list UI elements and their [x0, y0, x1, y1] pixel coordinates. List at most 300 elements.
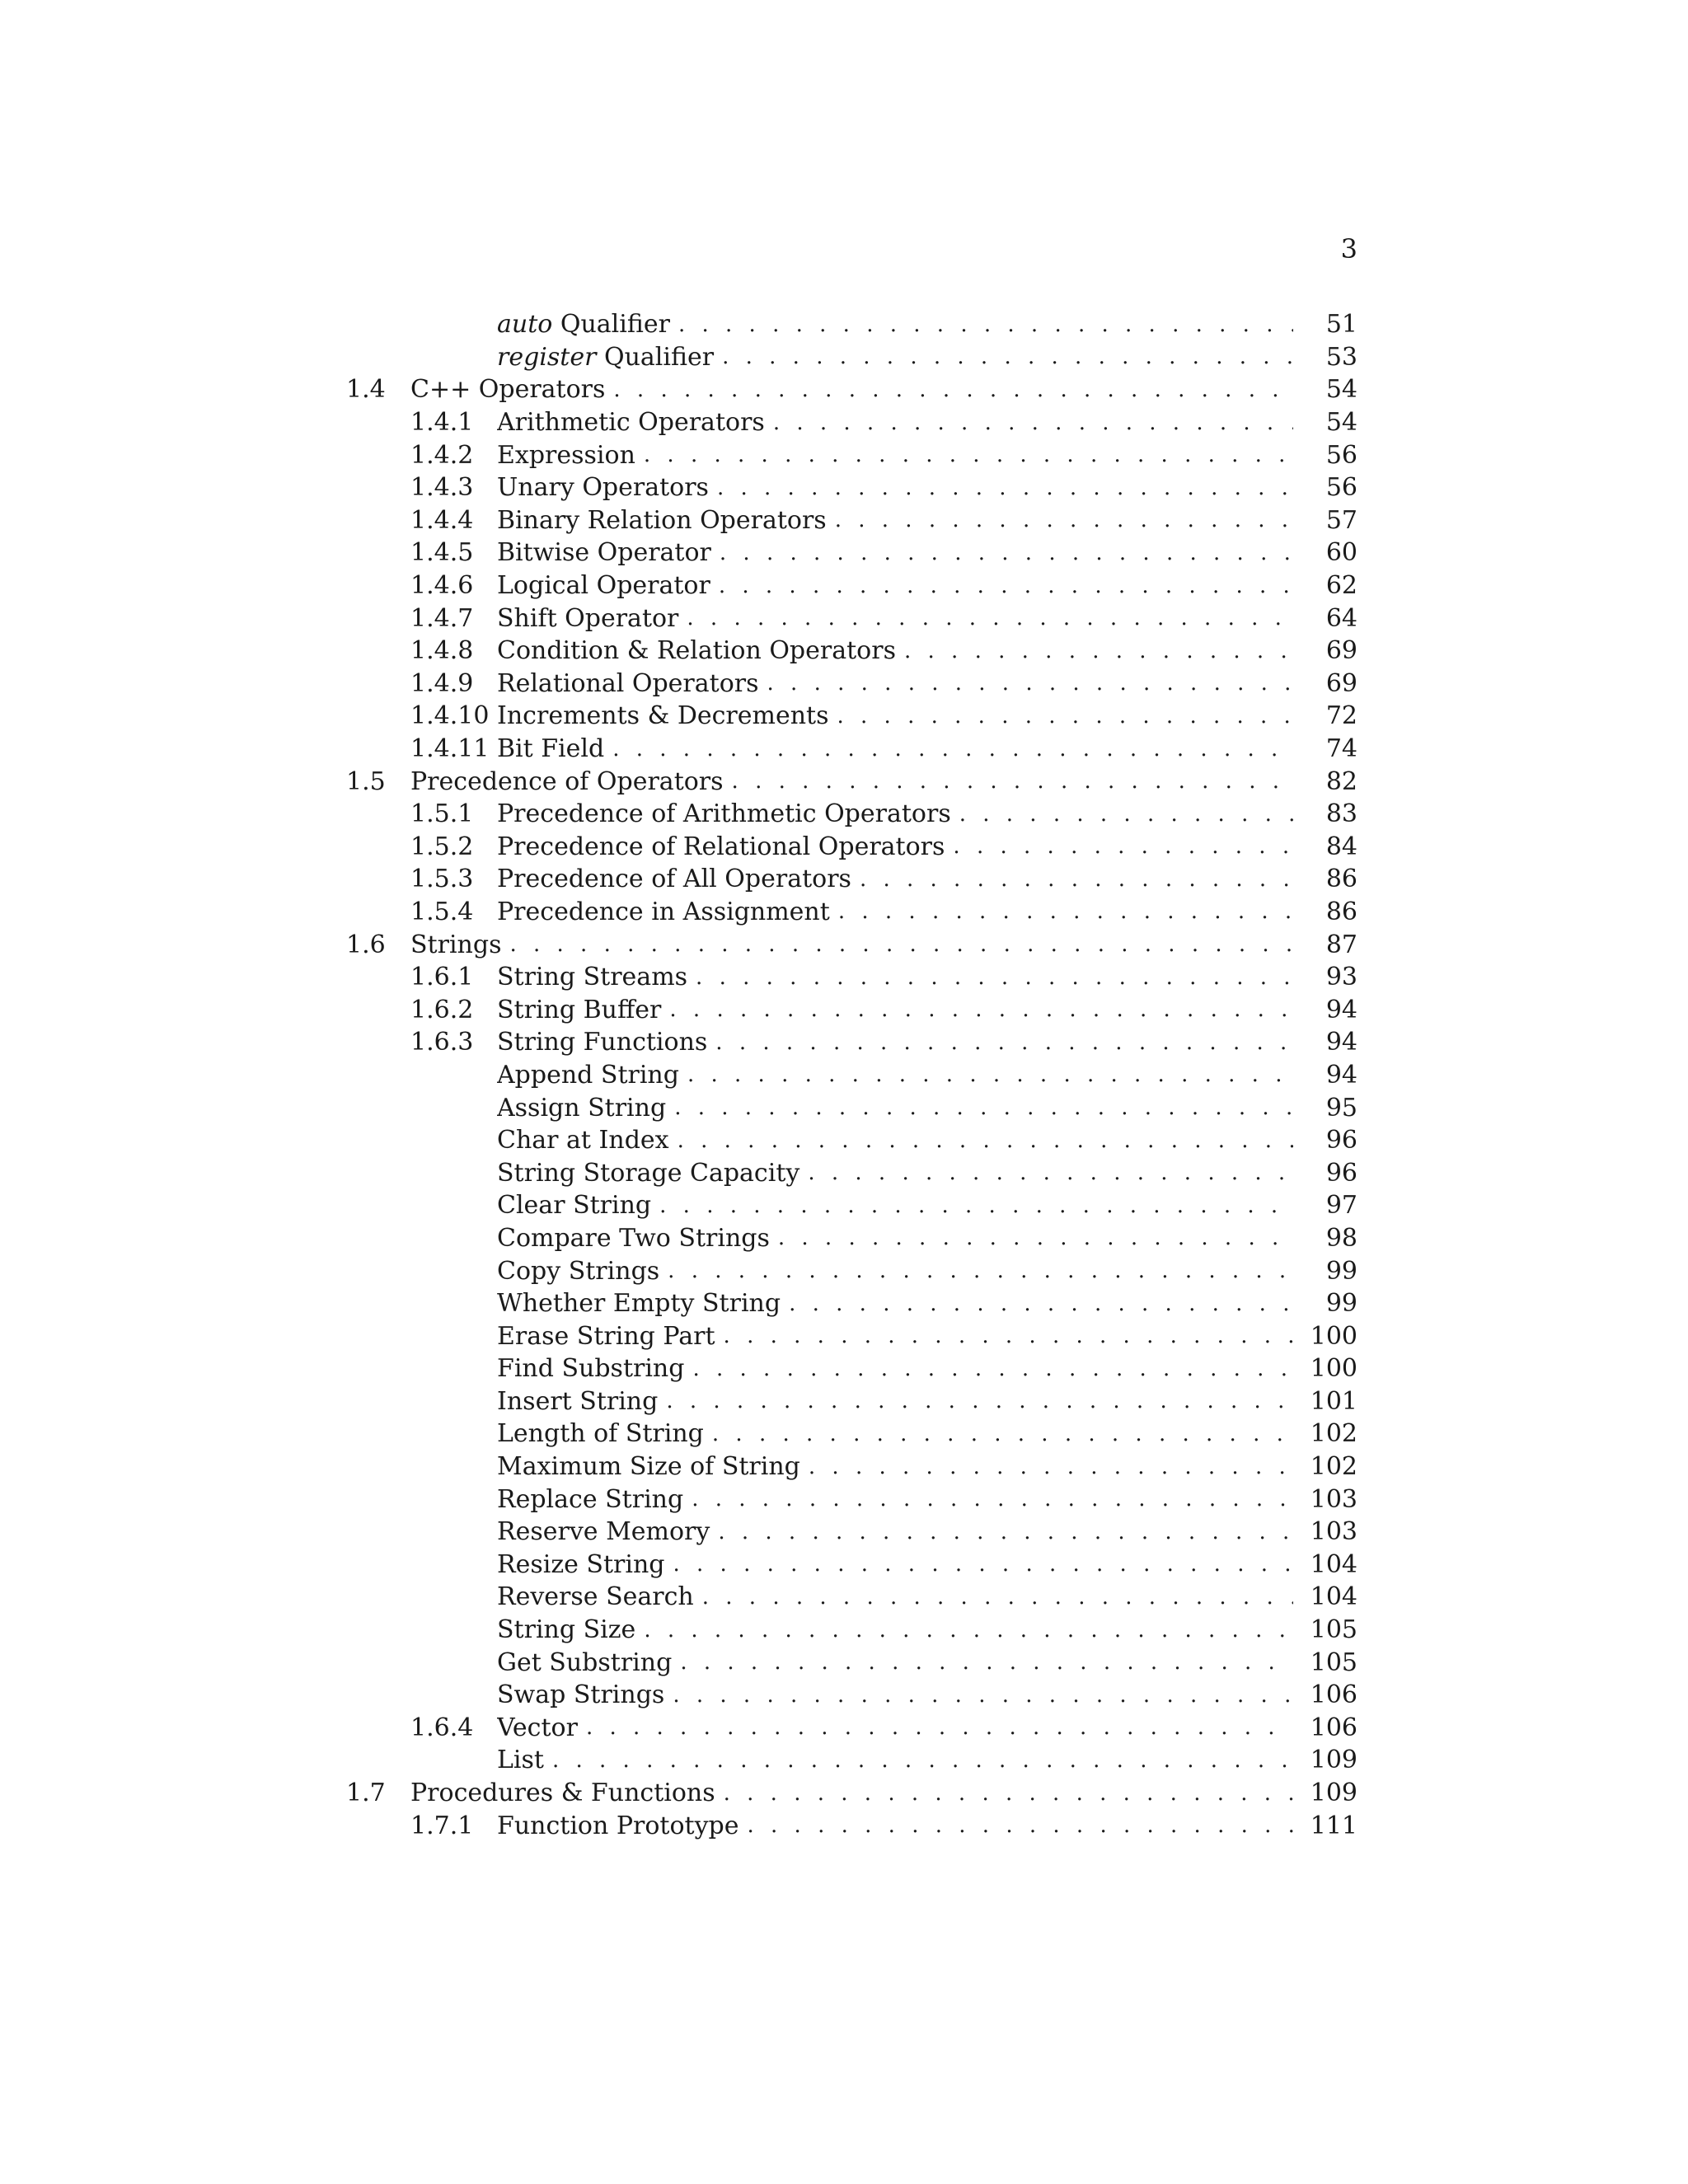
- toc-entry-title: [497, 571, 715, 600]
- dot-leader: [950, 834, 1293, 859]
- toc-entry-number: 1.4.5: [410, 538, 474, 568]
- dot-leader: [709, 1422, 1293, 1446]
- toc-entry-title: [497, 1191, 656, 1220]
- toc-entry-number: 1.5.3: [410, 865, 474, 894]
- dot-leader: [729, 769, 1293, 794]
- toc-entry-body: [497, 831, 1357, 864]
- toc-entry-title: [497, 1648, 677, 1677]
- toc-entry-title-text: Bitwise Operator: [497, 538, 711, 568]
- dot-leader: [764, 671, 1293, 696]
- toc-entry-title-text: Assign String: [497, 1093, 667, 1122]
- toc-entry-body: [497, 700, 1357, 733]
- toc-entry[interactable]: [346, 1319, 1357, 1352]
- toc-entry-body: [497, 504, 1357, 537]
- toc-entry[interactable]: [346, 1124, 1357, 1157]
- toc-entry-page: 97: [1293, 1191, 1357, 1220]
- toc-entry[interactable]: [346, 471, 1357, 504]
- toc-entry-body: [497, 438, 1357, 471]
- toc-entry-number: 1.6.2: [410, 995, 474, 1024]
- toc-entry-number: 1.4.1: [410, 408, 474, 438]
- toc-entry-title: [497, 310, 675, 339]
- toc-entry-page: 105: [1293, 1648, 1357, 1677]
- toc-entry-page: 100: [1293, 1322, 1357, 1351]
- toc-entry-number: 1.5.4: [410, 897, 474, 926]
- toc-entry-title: [497, 1159, 804, 1188]
- toc-entry-body: [497, 863, 1357, 896]
- toc-entry[interactable]: [346, 733, 1357, 766]
- toc-entry-title: [497, 604, 683, 633]
- dot-leader: [610, 377, 1293, 402]
- toc-entry-body: [497, 668, 1357, 701]
- dot-leader: [720, 1781, 1293, 1806]
- toc-entry-number: 1.6.3: [410, 1028, 474, 1057]
- toc-entry-title-text: String Size: [497, 1615, 636, 1645]
- toc-entry-title-text: Find Substring: [497, 1354, 685, 1384]
- toc-entry-page: 82: [1293, 767, 1357, 796]
- toc-entry[interactable]: [346, 1059, 1357, 1092]
- toc-entry-body: [410, 928, 1357, 961]
- dot-leader: [671, 1095, 1293, 1120]
- toc-entry-number: 1.4.9: [410, 668, 474, 698]
- dot-leader: [715, 574, 1293, 598]
- toc-entry-title-text: Reserve Memory: [497, 1517, 710, 1547]
- toc-entry-title-text: Erase String Part: [497, 1321, 715, 1351]
- toc-entry-page: 84: [1293, 832, 1357, 861]
- toc-entry-title: [497, 1028, 712, 1057]
- toc-entry-title: [497, 1061, 684, 1090]
- toc-entry-body: [497, 602, 1357, 635]
- toc-entry-page: 102: [1293, 1419, 1357, 1448]
- toc-entry-body: [497, 1352, 1357, 1385]
- dot-leader: [716, 541, 1293, 565]
- toc-entry-title: [497, 506, 832, 535]
- toc-entry[interactable]: [346, 1385, 1357, 1418]
- dot-leader: [715, 1520, 1293, 1544]
- dot-leader: [688, 1487, 1293, 1511]
- toc-entry-page: 111: [1293, 1811, 1357, 1840]
- toc-entry-body: [497, 1059, 1357, 1092]
- toc-entry-title: [497, 1387, 663, 1416]
- toc-entry-page: 106: [1293, 1680, 1357, 1709]
- toc-entry[interactable]: [346, 993, 1357, 1026]
- toc-entry-title-text: Condition & Relation Operators: [497, 636, 896, 666]
- toc-entry-body: [410, 373, 1357, 406]
- toc-entry[interactable]: [346, 668, 1357, 701]
- toc-entry-title: [497, 963, 692, 991]
- toc-entry-page: 100: [1293, 1354, 1357, 1383]
- toc-entry-title: [497, 1322, 720, 1351]
- toc-entry-title-text: String Storage Capacity: [497, 1158, 800, 1188]
- toc-entry[interactable]: [346, 1189, 1357, 1222]
- toc-entry[interactable]: [346, 537, 1357, 569]
- toc-entry-title: [497, 1257, 664, 1286]
- toc-entry[interactable]: [346, 1516, 1357, 1549]
- table-of-contents: [346, 308, 1357, 1842]
- dot-leader: [832, 508, 1293, 532]
- toc-entry-title-text: Maximum Size of String: [497, 1452, 800, 1482]
- toc-entry[interactable]: [346, 928, 1357, 961]
- toc-entry[interactable]: [346, 1418, 1357, 1451]
- toc-entry-title-text: Procedures & Functions: [410, 1779, 715, 1808]
- toc-entry-title: [497, 1680, 669, 1709]
- toc-entry-title: [497, 898, 835, 926]
- toc-entry[interactable]: [346, 1451, 1357, 1483]
- toc-entry-body: [497, 1091, 1357, 1124]
- toc-entry-title: [497, 473, 714, 502]
- toc-entry[interactable]: [346, 896, 1357, 929]
- toc-entry[interactable]: [346, 602, 1357, 635]
- dot-leader: [835, 899, 1293, 924]
- toc-entry-page: 96: [1293, 1126, 1357, 1155]
- toc-entry-title-text: Precedence of Relational Operators: [497, 832, 945, 861]
- toc-entry[interactable]: [346, 406, 1357, 439]
- toc-entry-title-text: Vector: [497, 1713, 578, 1742]
- toc-entry-title: [497, 441, 640, 470]
- toc-entry-title: [497, 1811, 744, 1840]
- toc-entry-title: [410, 1779, 720, 1807]
- toc-entry-page: 54: [1293, 375, 1357, 404]
- dot-leader: [683, 606, 1293, 630]
- toc-entry-page: 86: [1293, 898, 1357, 926]
- toc-entry-page: 103: [1293, 1485, 1357, 1514]
- toc-entry-body: [497, 406, 1357, 439]
- dot-leader: [677, 1650, 1293, 1675]
- toc-entry-title-text: C++ Operators: [410, 375, 606, 405]
- toc-entry[interactable]: [346, 798, 1357, 831]
- toc-entry[interactable]: [346, 863, 1357, 896]
- toc-entry-page: 109: [1293, 1746, 1357, 1774]
- toc-entry-title-text: Qualifier: [552, 310, 670, 340]
- toc-entry-title: [497, 538, 716, 567]
- dot-leader: [719, 344, 1293, 369]
- toc-entry[interactable]: [346, 1483, 1357, 1516]
- toc-entry[interactable]: [346, 700, 1357, 733]
- toc-entry-title: [497, 1354, 689, 1383]
- toc-entry-title: [497, 1582, 699, 1611]
- toc-entry[interactable]: [346, 1809, 1357, 1842]
- toc-entry-number: 1.5.1: [410, 799, 474, 829]
- toc-entry-title: [497, 799, 956, 828]
- toc-entry-number: 1.4.7: [410, 603, 474, 633]
- toc-entry-number: 1.6: [346, 930, 386, 959]
- toc-entry[interactable]: [346, 961, 1357, 994]
- toc-entry-title-text: Strings: [410, 930, 502, 959]
- dot-leader: [692, 965, 1293, 990]
- toc-entry[interactable]: [346, 373, 1357, 406]
- toc-entry-body: [497, 1614, 1357, 1647]
- toc-entry-title-text: Get Substring: [497, 1647, 673, 1677]
- dot-leader: [669, 1683, 1293, 1708]
- toc-entry-title: [497, 1094, 671, 1122]
- toc-entry[interactable]: [346, 1287, 1357, 1320]
- toc-entry-title: [497, 734, 609, 763]
- dot-leader: [714, 476, 1293, 500]
- toc-entry-body: [497, 1189, 1357, 1222]
- toc-entry-body: [497, 1026, 1357, 1059]
- dot-leader: [684, 1062, 1293, 1087]
- toc-entry[interactable]: [346, 1026, 1357, 1059]
- dot-leader: [640, 1618, 1293, 1643]
- dot-leader: [663, 1389, 1293, 1413]
- toc-entry-title-text: Function Prototype: [497, 1811, 739, 1840]
- toc-entry-title: [497, 1289, 785, 1318]
- toc-entry-title-text: Append String: [497, 1060, 679, 1090]
- toc-entry[interactable]: [346, 341, 1357, 374]
- toc-entry-body: [497, 569, 1357, 602]
- dot-leader: [834, 704, 1294, 729]
- dot-leader: [506, 932, 1293, 957]
- toc-entry-body: [497, 1712, 1357, 1745]
- toc-entry-body: [497, 1156, 1357, 1189]
- dot-leader: [674, 1128, 1293, 1153]
- toc-entry-title-text: Clear String: [497, 1191, 652, 1221]
- toc-entry-body: [497, 1222, 1357, 1255]
- toc-entry-body: [497, 1483, 1357, 1516]
- toc-entry[interactable]: [346, 635, 1357, 668]
- toc-entry[interactable]: [346, 1091, 1357, 1124]
- toc-entry-page: 98: [1293, 1224, 1357, 1253]
- toc-entry-title-text: Precedence of Operators: [410, 766, 724, 796]
- toc-entry-body: [497, 961, 1357, 994]
- toc-entry-title-emphasis: register: [497, 342, 597, 372]
- toc-entry-number: 1.7: [346, 1779, 386, 1808]
- toc-entry-body: [497, 1124, 1357, 1157]
- toc-entry-title: [497, 1550, 670, 1579]
- toc-entry-body: [497, 1418, 1357, 1451]
- toc-entry-title-text: Logical Operator: [497, 571, 710, 601]
- toc-entry-title-text: Increments & Decrements: [497, 701, 829, 731]
- dot-leader: [805, 1455, 1293, 1479]
- toc-entry[interactable]: [346, 1744, 1357, 1777]
- toc-entry[interactable]: [346, 1679, 1357, 1712]
- toc-entry-title-text: Arithmetic Operators: [497, 408, 765, 438]
- toc-entry[interactable]: [346, 1352, 1357, 1385]
- toc-entry-title-text: Precedence of Arithmetic Operators: [497, 799, 951, 829]
- toc-entry-page: 106: [1293, 1713, 1357, 1742]
- toc-entry-page: 94: [1293, 1028, 1357, 1057]
- toc-entry-page: 74: [1293, 734, 1357, 763]
- dot-leader: [675, 312, 1293, 337]
- toc-entry[interactable]: [346, 438, 1357, 471]
- toc-entry-title: [497, 865, 856, 893]
- toc-entry[interactable]: [346, 1646, 1357, 1679]
- toc-entry-number: 1.4.2: [410, 440, 474, 470]
- dot-leader: [689, 1357, 1293, 1381]
- toc-entry-title-text: Precedence of All Operators: [497, 865, 851, 894]
- toc-entry-body: [497, 635, 1357, 668]
- toc-entry-title: [497, 1419, 709, 1448]
- toc-entry-page: 94: [1293, 996, 1357, 1024]
- dot-leader: [666, 997, 1293, 1022]
- toc-entry-title: [497, 996, 666, 1024]
- toc-entry-title-text: String Functions: [497, 1028, 708, 1057]
- dot-leader: [656, 1193, 1293, 1218]
- toc-entry-page: 53: [1293, 343, 1357, 372]
- toc-entry-title-text: String Buffer: [497, 995, 662, 1024]
- dot-leader: [549, 1748, 1293, 1773]
- toc-entry-body: [497, 1646, 1357, 1679]
- toc-entry-number: 1.4: [346, 375, 386, 405]
- toc-entry-number: 1.4.6: [410, 571, 474, 601]
- toc-entry-page: 51: [1293, 310, 1357, 339]
- toc-entry-title: [497, 1485, 688, 1514]
- toc-entry-title: [410, 930, 506, 959]
- toc-entry-body: [497, 1385, 1357, 1418]
- toc-entry-number: 1.4.3: [410, 473, 474, 503]
- dot-leader: [583, 1715, 1293, 1740]
- toc-entry-page: 96: [1293, 1159, 1357, 1188]
- toc-entry[interactable]: [346, 1712, 1357, 1745]
- toc-entry[interactable]: [346, 308, 1357, 341]
- toc-entry-body: [497, 308, 1357, 341]
- toc-entry-body: [497, 1744, 1357, 1777]
- page-number: 3: [1340, 233, 1357, 265]
- dot-leader: [664, 1258, 1293, 1283]
- toc-entry-number: 1.6.4: [410, 1713, 474, 1742]
- dot-leader: [901, 639, 1293, 663]
- toc-entry-number: 1.6.1: [410, 963, 474, 992]
- toc-entry-page: 102: [1293, 1452, 1357, 1481]
- dot-leader: [744, 1813, 1294, 1838]
- toc-entry-number: 1.4.8: [410, 636, 474, 666]
- toc-entry-body: [497, 1287, 1357, 1320]
- toc-entry-page: 104: [1293, 1550, 1357, 1579]
- toc-entry-title: [497, 1224, 775, 1253]
- toc-entry-title: [497, 832, 950, 861]
- toc-entry[interactable]: [346, 1614, 1357, 1647]
- toc-entry[interactable]: [346, 569, 1357, 602]
- toc-entry-title-text: Copy Strings: [497, 1256, 660, 1286]
- toc-entry-title: [410, 767, 729, 796]
- toc-entry-body: [497, 993, 1357, 1026]
- toc-entry-body: [497, 537, 1357, 569]
- toc-entry[interactable]: [346, 1777, 1357, 1810]
- toc-entry-page: 56: [1293, 441, 1357, 470]
- dot-leader: [956, 802, 1293, 827]
- toc-entry-page: 87: [1293, 930, 1357, 959]
- toc-entry-page: 69: [1293, 669, 1357, 698]
- toc-entry-title-text: Binary Relation Operators: [497, 505, 827, 535]
- dot-leader: [775, 1226, 1293, 1250]
- toc-entry-title-text: Relational Operators: [497, 668, 759, 698]
- toc-entry-title: [497, 1452, 805, 1481]
- toc-entry-title-text: Qualifier: [596, 342, 715, 372]
- toc-entry-page: 95: [1293, 1094, 1357, 1122]
- toc-entry-number: 1.4.4: [410, 505, 474, 535]
- toc-entry-title-text: Compare Two Strings: [497, 1223, 770, 1253]
- toc-entry-title-text: Length of String: [497, 1419, 704, 1449]
- toc-entry-body: [497, 1254, 1357, 1287]
- toc-entry-title-text: Reverse Search: [497, 1582, 694, 1612]
- toc-entry-title: [497, 1713, 583, 1742]
- toc-entry-body: [497, 798, 1357, 831]
- dot-leader: [770, 410, 1293, 435]
- toc-entry-number: 1.4.10: [410, 701, 490, 731]
- dot-leader: [670, 1552, 1294, 1577]
- toc-entry-page: 99: [1293, 1257, 1357, 1286]
- toc-entry-page: 54: [1293, 408, 1357, 437]
- toc-entry-body: [497, 896, 1357, 929]
- toc-entry-body: [497, 1809, 1357, 1842]
- toc-entry[interactable]: [346, 1549, 1357, 1582]
- toc-entry-title: [497, 343, 719, 372]
- toc-entry-title: [497, 1746, 549, 1774]
- toc-entry-title-text: String Streams: [497, 963, 688, 992]
- toc-entry-page: 86: [1293, 865, 1357, 893]
- toc-entry[interactable]: [346, 504, 1357, 537]
- toc-entry-title: [410, 375, 610, 404]
- toc-entry-page: 72: [1293, 701, 1357, 730]
- toc-entry-title-emphasis: auto: [497, 310, 553, 340]
- toc-entry-title: [497, 1517, 715, 1546]
- toc-entry-body: [497, 733, 1357, 766]
- toc-entry-number: 1.7.1: [410, 1811, 474, 1840]
- toc-entry-title-text: Resize String: [497, 1549, 665, 1579]
- toc-entry-page: 62: [1293, 571, 1357, 600]
- dot-leader: [720, 1324, 1293, 1348]
- toc-entry-body: [497, 1516, 1357, 1549]
- toc-entry-title-text: Char at Index: [497, 1126, 669, 1155]
- dot-leader: [856, 867, 1293, 892]
- dot-leader: [712, 1030, 1293, 1055]
- toc-entry-title: [497, 1126, 674, 1155]
- toc-entry-title-text: Replace String: [497, 1484, 684, 1514]
- toc-entry-number: 1.4.11: [410, 734, 490, 764]
- toc-entry-title-text: List: [497, 1746, 544, 1775]
- toc-entry[interactable]: [346, 1156, 1357, 1189]
- toc-entry-number: 1.5: [346, 766, 386, 796]
- dot-leader: [785, 1291, 1293, 1316]
- dot-leader: [699, 1585, 1293, 1610]
- toc-entry[interactable]: [346, 1581, 1357, 1614]
- toc-entry-page: 93: [1293, 963, 1357, 991]
- toc-entry-page: 101: [1293, 1387, 1357, 1416]
- toc-entry-body: [497, 1549, 1357, 1582]
- toc-entry-body: [410, 1777, 1357, 1810]
- toc-entry-page: 64: [1293, 604, 1357, 633]
- toc-entry-number: 1.5.2: [410, 832, 474, 861]
- toc-entry-page: 83: [1293, 799, 1357, 828]
- dot-leader: [640, 443, 1293, 467]
- toc-entry-page: 109: [1293, 1779, 1357, 1807]
- toc-entry-body: [497, 1319, 1357, 1352]
- toc-entry-title-text: Precedence in Assignment: [497, 897, 830, 926]
- toc-entry-page: 60: [1293, 538, 1357, 567]
- toc-entry-title: [497, 1615, 640, 1644]
- toc-entry[interactable]: [346, 765, 1357, 798]
- toc-entry-title: [497, 669, 764, 698]
- toc-entry-body: [497, 341, 1357, 374]
- dot-leader: [609, 737, 1293, 762]
- toc-entry-title: [497, 408, 770, 437]
- toc-entry-title-text: Unary Operators: [497, 473, 709, 503]
- dot-leader: [804, 1160, 1293, 1185]
- toc-entry-body: [497, 1451, 1357, 1483]
- toc-entry-title: [497, 636, 901, 665]
- toc-entry-body: [410, 765, 1357, 798]
- toc-entry-title-text: Insert String: [497, 1386, 659, 1416]
- toc-entry-title: [497, 701, 834, 730]
- toc-entry-page: 104: [1293, 1582, 1357, 1611]
- toc-entry-title-text: Shift Operator: [497, 603, 679, 633]
- toc-entry[interactable]: [346, 831, 1357, 864]
- toc-entry[interactable]: [346, 1222, 1357, 1255]
- toc-entry-page: 57: [1293, 506, 1357, 535]
- toc-entry[interactable]: [346, 1254, 1357, 1287]
- toc-entry-body: [497, 471, 1357, 504]
- toc-entry-page: 105: [1293, 1615, 1357, 1644]
- toc-entry-page: 69: [1293, 636, 1357, 665]
